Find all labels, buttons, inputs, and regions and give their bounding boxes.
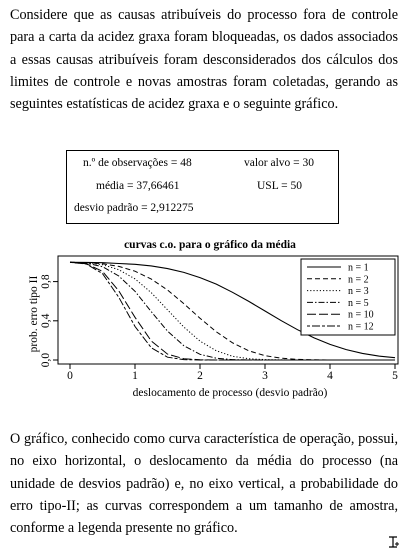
y-tick-label: 0,4 xyxy=(40,313,52,328)
x-tick-label: 3 xyxy=(262,370,268,382)
chart-title: curvas c.o. para o gráfico da média xyxy=(124,239,296,251)
x-tick-label: 4 xyxy=(327,370,333,382)
stat-usl: USL = 50 xyxy=(257,180,303,192)
legend-label: n = 5 xyxy=(348,297,369,309)
legend xyxy=(301,259,395,335)
intro-paragraph: Considere que as causas atribuíveis do processo fora de controle para a carta da acidez graxa foram bloqueadas, os dados associados a essas causas atribuíveis foram desconsiderados dos cálculos dos limites de controle e novas amostras foram coletadas, gerando as seguintes estatísticas de acidez graxa e o seguinte gráfico. xyxy=(10,7,398,113)
legend-label: n = 10 xyxy=(348,309,374,321)
statistics-box xyxy=(66,150,339,224)
legend-label: n = 3 xyxy=(348,286,369,298)
y-axis xyxy=(40,274,58,367)
y-tick-label: 0,0 xyxy=(40,352,52,368)
y-tick-label: 0,8 xyxy=(40,274,52,289)
x-tick-label: 2 xyxy=(197,370,203,382)
stat-std-dev: desvio padrão = 2,912275 xyxy=(74,202,194,214)
oc-curves-chart xyxy=(0,234,403,424)
outro-paragraph: O gráfico, conhecido como curva característica de operação, possui, no eixo horizontal, o deslocamento da média do processo (na unidade de desvios padrão) e, no eixo vertical, a probabilidade do erro tipo-II; as curvas correspondem a um tamanho de amostra, conforme a legenda presente no gráfico. xyxy=(10,431,398,537)
x-tick-label: 5 xyxy=(392,370,398,382)
legend-label: n = 2 xyxy=(348,274,369,286)
x-tick-label: 1 xyxy=(132,370,138,382)
text-cursor-icon xyxy=(386,535,400,549)
legend-label: n = 1 xyxy=(348,262,369,274)
x-axis xyxy=(67,364,398,382)
y-axis-label: prob. erro tipo II xyxy=(28,275,40,353)
legend-label: n = 12 xyxy=(348,321,374,333)
x-axis-label: deslocamento de processo (desvio padrão) xyxy=(132,387,328,399)
stat-n-observations: n.º de observações = 48 xyxy=(83,157,192,169)
stat-target-value: valor alvo = 30 xyxy=(244,157,315,169)
x-tick-label: 0 xyxy=(67,370,73,382)
stat-mean: média = 37,66461 xyxy=(96,180,180,192)
